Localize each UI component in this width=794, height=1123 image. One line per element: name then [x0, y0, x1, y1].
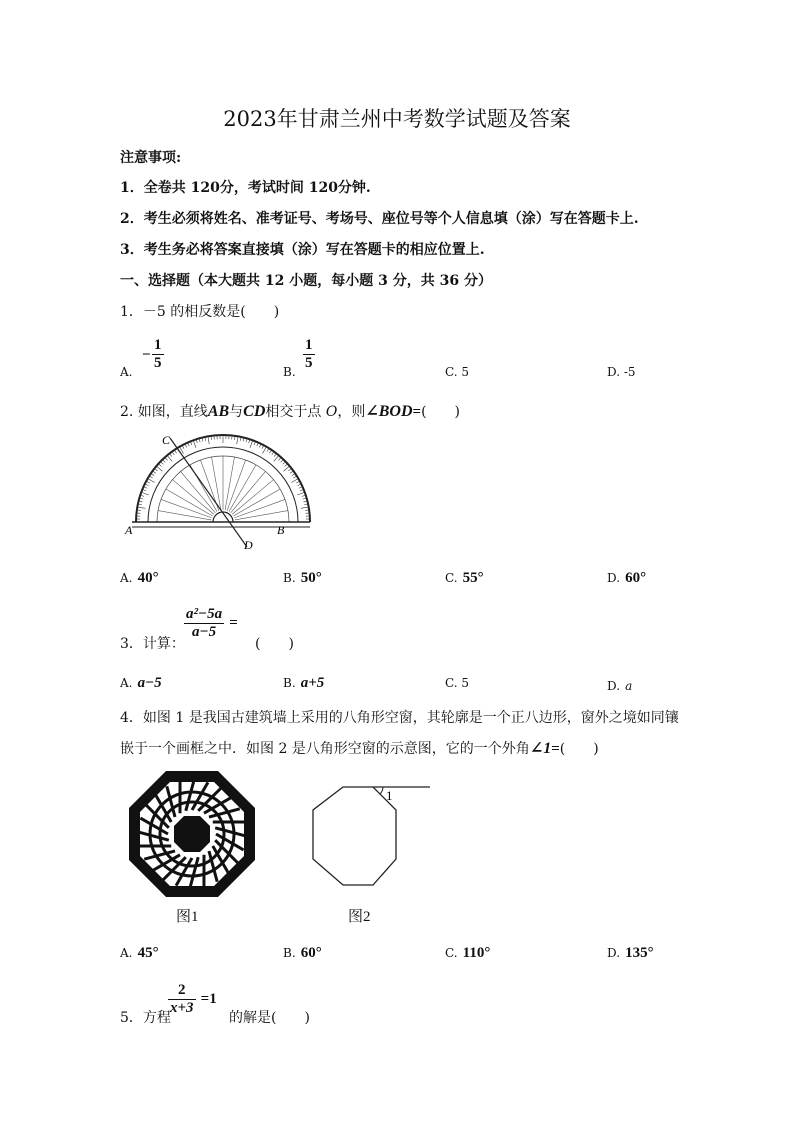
q2-stem — [120, 401, 460, 421]
q1-option-d: D. -5 — [607, 365, 636, 379]
answer-blank: ( ) — [421, 404, 461, 420]
option-value: a — [625, 679, 633, 693]
option-value: 50° — [300, 570, 322, 586]
option-label: B. — [283, 365, 296, 379]
protractor-tick — [301, 507, 309, 508]
numerator: 1 — [154, 337, 162, 353]
option-label: D. — [607, 946, 621, 960]
protractor-tick — [237, 436, 238, 444]
fraction — [303, 337, 315, 372]
protractor-tick — [148, 479, 155, 483]
answer-blank: ( ) — [559, 741, 599, 757]
label-c: C — [162, 433, 171, 447]
denominator: 5 — [305, 355, 313, 371]
line-cd-drawn — [170, 438, 247, 547]
equals-sign: = — [412, 404, 422, 420]
option-label: C. — [445, 571, 458, 585]
protractor-radial-line — [225, 457, 234, 510]
minus-sign: − — [142, 347, 151, 363]
angle-1: ∠1 — [529, 740, 552, 757]
label-a: A — [125, 523, 133, 537]
protractor-tick — [263, 447, 267, 454]
numerator: a²−5a — [186, 606, 223, 622]
q4-option-b — [283, 942, 322, 962]
denominator: x+3 — [170, 1000, 194, 1016]
q5-pre: 5．方程 — [120, 1010, 171, 1026]
protractor-tick — [208, 436, 209, 444]
q2-text: 2. 如图，直线 — [120, 404, 208, 420]
q3-answer-blank: ( ) — [255, 636, 294, 652]
equals-sign: = — [229, 615, 238, 631]
fig1-caption: 图1 — [176, 909, 199, 925]
fraction — [168, 982, 196, 1017]
notice-heading: 注意事项: — [120, 150, 182, 166]
equation-rhs: =1 — [200, 991, 217, 1007]
option-label: D. — [607, 571, 621, 585]
option-value: a−5 — [137, 675, 162, 691]
numerator: 2 — [178, 982, 186, 998]
option-value: 60° — [300, 945, 322, 961]
option-value: a+5 — [300, 675, 325, 691]
q2-option-d — [607, 567, 646, 587]
notice-item-2: 2．考生必须将姓名、准考证号、考场号、座位号等个人信息填（涂）写在答题卡上. — [120, 211, 639, 227]
denominator: 5 — [154, 355, 162, 371]
q2-option-c — [445, 567, 484, 587]
q4-option-a — [120, 942, 159, 962]
q2-text: 与 — [229, 404, 244, 420]
option-label: B. — [283, 946, 296, 960]
option-label: A. — [120, 946, 133, 960]
protractor-radial-line — [235, 511, 288, 520]
q3-option-c: C. 5 — [445, 676, 470, 690]
protractor-radial-line — [232, 480, 273, 515]
q3-expression — [184, 606, 238, 641]
protractor-radial-line — [231, 471, 266, 512]
protractor-tick — [297, 492, 305, 495]
q3-option-d — [607, 675, 632, 694]
option-label: B. — [283, 571, 296, 585]
protractor-figure — [122, 428, 322, 553]
denominator: a−5 — [192, 624, 217, 640]
q2-text: ，则 — [337, 404, 366, 420]
option-label: A. — [120, 676, 133, 690]
window-center — [174, 816, 210, 852]
q2-option-b — [283, 567, 322, 587]
option-value: 110° — [462, 945, 491, 961]
option-label: D. — [607, 679, 621, 693]
q4-option-d — [607, 942, 654, 962]
protractor-radial-line — [234, 499, 285, 517]
notice-item-1: 1．全卷共 120分，考试时间 120分钟. — [120, 180, 371, 196]
option-value: 60° — [625, 570, 647, 586]
protractor-radial-line — [212, 457, 221, 510]
line-ab: AB — [207, 403, 230, 420]
q4-option-c — [445, 942, 490, 962]
option-value: 40° — [137, 570, 159, 586]
protractor-radial-line — [172, 480, 213, 515]
q3-pre: 3．计算： — [120, 636, 185, 652]
option-value: 55° — [462, 570, 484, 586]
label-b: B — [277, 523, 285, 537]
q2-text: 相交于点 — [265, 404, 326, 420]
option-label: C. — [445, 946, 458, 960]
protractor-radial-line — [233, 489, 280, 516]
fig2-caption: 图2 — [348, 909, 371, 925]
angle-bod: ∠BOD — [365, 403, 413, 420]
q3-option-b — [283, 672, 324, 692]
notice-item-3: 3．考生务必将答案直接填（涂）写在答题卡的相应位置上. — [120, 242, 485, 258]
protractor-tick — [137, 507, 145, 508]
page-title: 2023年甘肃兰州中考数学试题及答案 — [223, 107, 571, 131]
protractor-tick — [193, 440, 196, 448]
equals-sign: = — [551, 741, 560, 757]
q5-equation — [168, 982, 217, 1017]
protractor-tick — [250, 440, 253, 448]
option-label: A. — [120, 365, 133, 379]
protractor-tick — [141, 492, 149, 495]
q2-option-a — [120, 567, 159, 587]
q1-stem: 1．－5 的相反数是( ) — [120, 304, 280, 320]
label-d: D — [244, 538, 253, 552]
q1-option-c: C. 5 — [445, 365, 470, 379]
fraction — [152, 337, 164, 372]
protractor-radial-line — [161, 499, 212, 517]
option-label: A. — [120, 571, 133, 585]
angle-arc — [380, 787, 383, 794]
angle-label: 1 — [386, 788, 393, 803]
q4-line-2 — [120, 738, 599, 758]
protractor-radial-line — [158, 511, 211, 520]
point-o: O — [325, 404, 338, 420]
option-value: 45° — [137, 945, 159, 961]
q4-line-1: 4．如图 1 是我国古建筑墙上采用的八角形空窗，其轮廓是一个正八边形，窗外之境如同镶 — [120, 710, 679, 726]
protractor-radial-line — [166, 489, 213, 516]
protractor-radial-line — [227, 460, 245, 511]
option-value: 135° — [625, 945, 654, 961]
octagon-diagram-figure — [310, 784, 435, 889]
octagon-window-figure — [128, 770, 258, 898]
q4-text: 嵌于一个画框之中．如图 2 是八角形空窗的示意图，它的一个外角 — [120, 741, 530, 757]
q3-option-a — [120, 672, 162, 692]
fraction — [184, 606, 224, 641]
line-cd: CD — [243, 403, 266, 420]
protractor-radial-line — [229, 465, 256, 512]
q5-post: 的解是( ) — [229, 1010, 310, 1026]
option-label: B. — [283, 676, 296, 690]
numerator: 1 — [305, 337, 313, 353]
protractor-tick — [291, 479, 298, 483]
octagon — [313, 787, 396, 885]
section-heading: 一、选择题（本大题共 12 小题，每小题 3 分，共 36 分） — [120, 273, 492, 289]
